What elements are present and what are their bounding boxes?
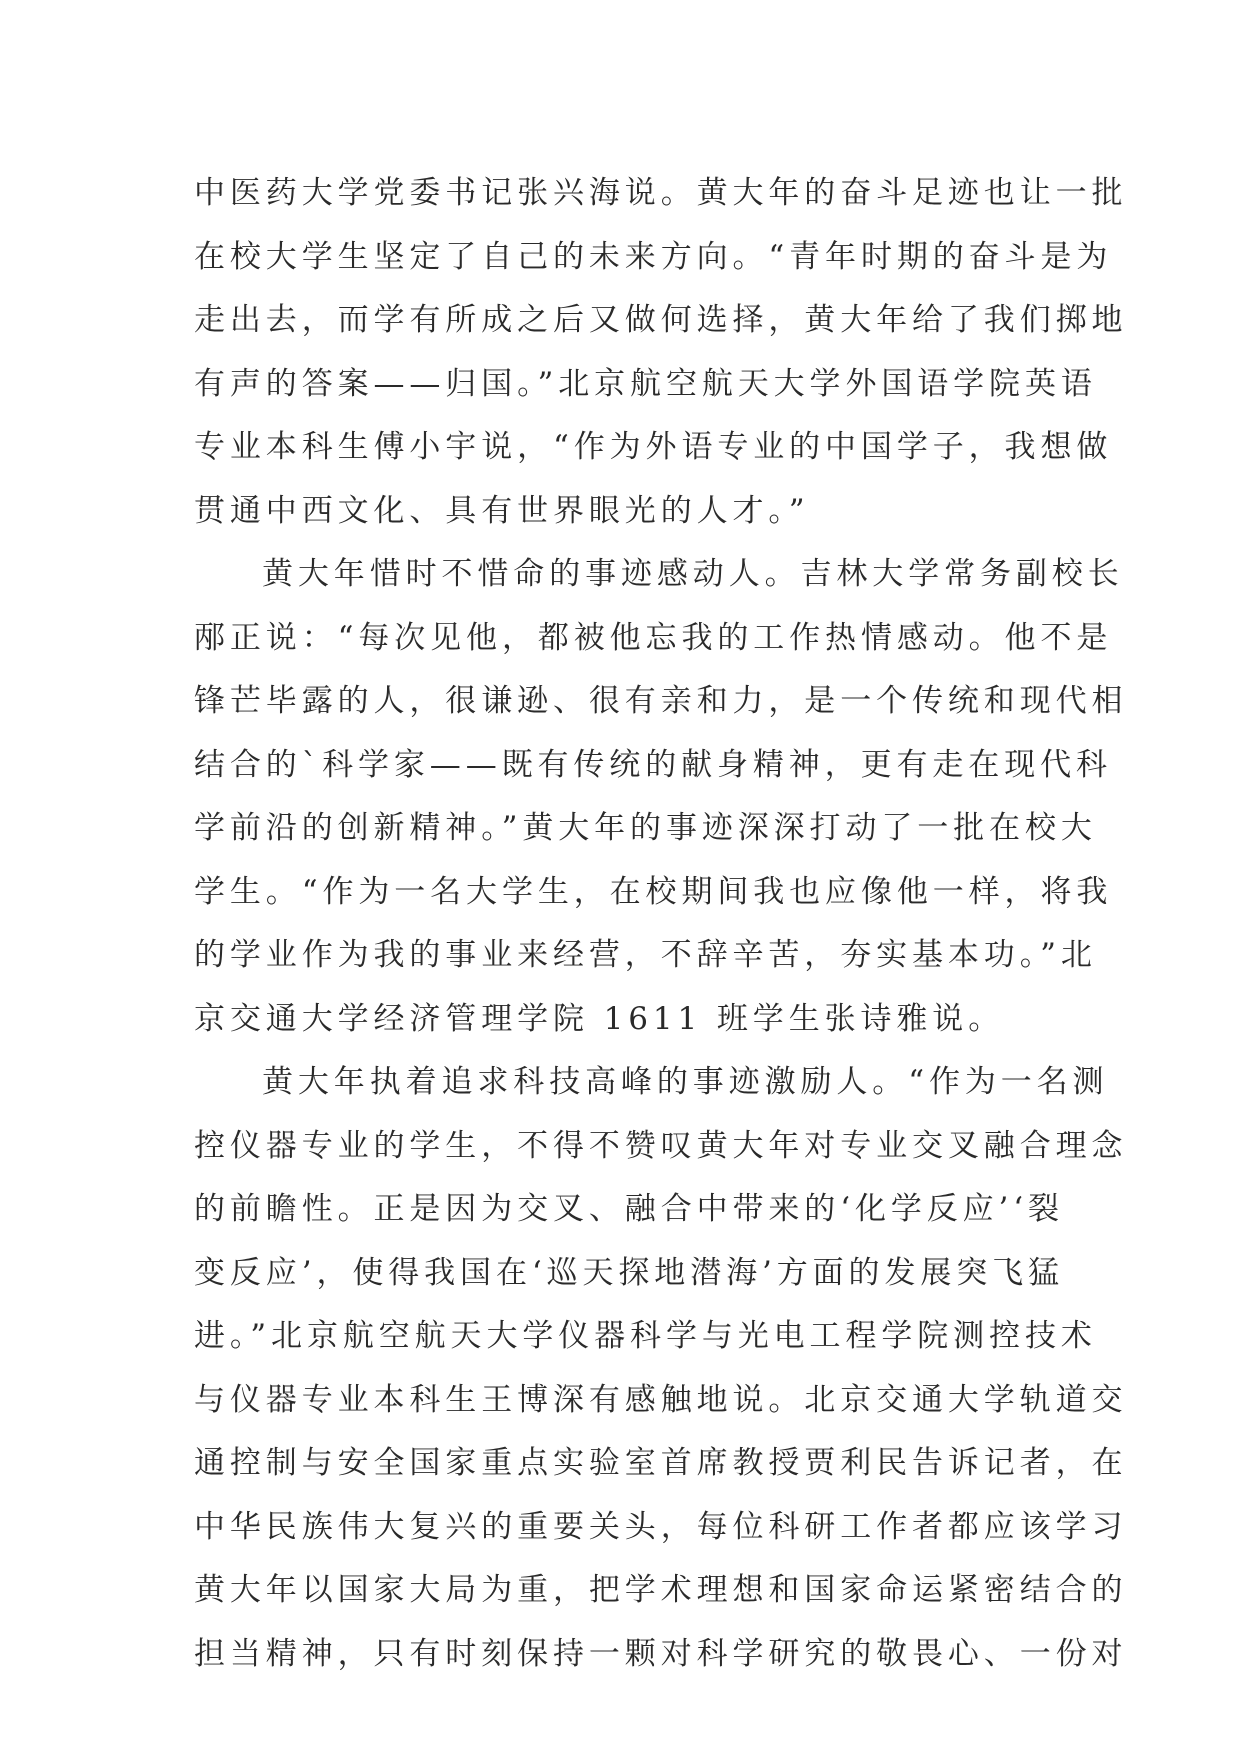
text-line: 中华民族伟大复兴的重要关头，每位科研工作者都应该学习 (194, 1508, 1128, 1545)
text-line: 学前沿的创新精神。”黄大年的事迹深深打动了一批在校大 (194, 810, 1097, 846)
text-line: 控仪器专业的学生，不得不赞叹黄大年对专业交叉融合理念 (194, 1127, 1128, 1164)
text-line: 专业本科生傅小宇说，“作为外语专业的中国学子，我想做 (194, 429, 1113, 465)
text-line: 进。”北京航空航天大学仪器科学与光电工程学院测控技术 (194, 1318, 1097, 1354)
text-line: 锋芒毕露的人，很谦逊、很有亲和力，是一个传统和现代相 (194, 683, 1128, 719)
text-line: 贯通中西文化、具有世界眼光的人才。” (194, 492, 810, 529)
text-line: 结合的`科学家——既有传统的献身精神，更有走在现代科 (194, 746, 1112, 783)
text-line: 变反应’，使得我国在‘巡天探地潜海’方面的发展突飞猛 (194, 1254, 1064, 1291)
paragraph-first-line: 黄大年惜时不惜命的事迹感动人。吉林大学常务副校长 (262, 556, 1124, 592)
text-line: 京交通大学经济管理学院 1611 班学生张诗雅说。 (194, 1000, 1005, 1037)
text-line: 在校大学生坚定了自己的未来方向。“青年时期的奋斗是为 (194, 238, 1113, 275)
text-line: 与仪器专业本科生王博深有感触地说。北京交通大学轨道交 (194, 1381, 1128, 1418)
text-line: 黄大年以国家大局为重，把学术理想和国家命运紧密结合的 (194, 1572, 1128, 1608)
document-body-text (194, 162, 1128, 1686)
text-line: 担当精神，只有时刻保持一颗对科学研究的敬畏心、一份对 (194, 1635, 1128, 1672)
text-line: 的学业作为我的事业来经营，不辞辛苦，夯实基本功。”北 (194, 937, 1097, 973)
text-line: 有声的答案——归国。”北京航空航天大学外国语学院英语 (194, 365, 1097, 402)
text-line: 中医药大学党委书记张兴海说。黄大年的奋斗足迹也让一批 (194, 175, 1128, 211)
text-line: 邴正说：“每次见他，都被他忘我的工作热情感动。他不是 (194, 619, 1113, 656)
text-line: 学生。“作为一名大学生，在校期间我也应像他一样，将我 (194, 873, 1113, 910)
text-line: 的前瞻性。正是因为交叉、融合中带来的‘化学反应’‘裂 (194, 1191, 1064, 1227)
paragraph-first-line: 黄大年执着追求科技高峰的事迹激励人。“作为一名测 (262, 1064, 1109, 1100)
text-line: 走出去，而学有所成之后又做何选择，黄大年给了我们掷地 (194, 302, 1128, 338)
text-line: 通控制与安全国家重点实验室首席教授贾利民告诉记者，在 (194, 1445, 1128, 1481)
